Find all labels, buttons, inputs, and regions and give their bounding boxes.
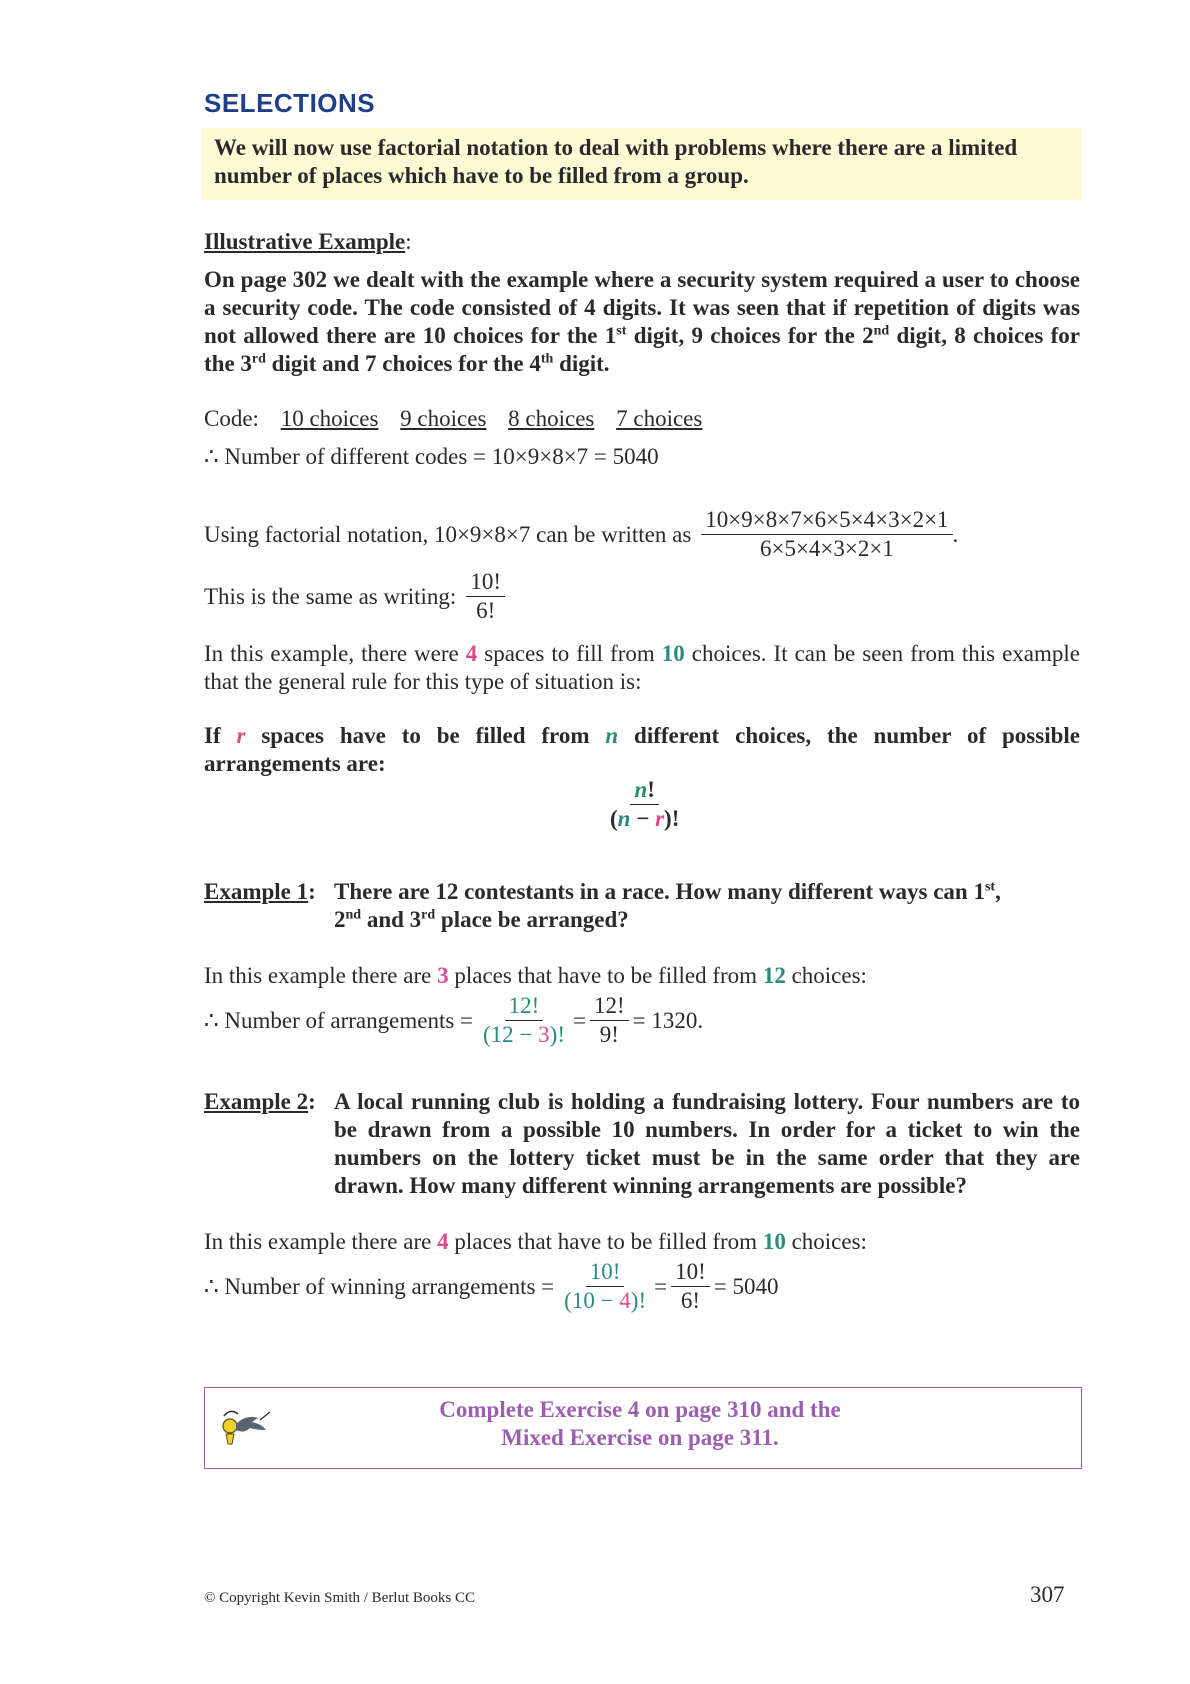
- example1-intro: In this example there are 3 places that have to be filled from 12 choices:: [204, 963, 867, 988]
- example1-question: There are 12 contestants in a race. How many different ways can 1st, 2nd and 3rd place be arranged?: [334, 879, 1001, 932]
- factorial-line: Using factorial notation, 10×9×8×7 can be written as $\frac{10\times 9\times 8\times 7\times 6\times 5\times 4\times 3\times 2\times 1}{6\times 5\times 4\times 3\times 2\times 1}$ .: [204, 507, 959, 561]
- factorial-fraction: $\frac{10\times 9\times 8\times 7\times 6\times 5\times 4\times 3\times 2\times 1}{6\times 5\times 4\times 3\times 2\times 1}$: [701, 506, 952, 563]
- same-text: This is the same as writing:: [204, 583, 457, 609]
- section-heading: SELECTIONS: [204, 88, 376, 118]
- same-fraction: $\frac{10!}{6!}$: [466, 568, 505, 625]
- page-number: 307: [1030, 1582, 1065, 1607]
- code-choice: 9 choices: [400, 406, 487, 431]
- copyright-text: © Copyright Kevin Smith / Berlut Books CC: [204, 1590, 475, 1606]
- example2-intro: In this example there are 4 places that have to be filled from 10 choices:: [204, 1229, 867, 1254]
- code-result: ∴ Number of different codes = 10×9×8×7 = 5040: [204, 444, 659, 469]
- code-choice: 7 choices: [616, 406, 703, 431]
- illustrative-paragraph: On page 302 we dealt with the example where a security system required a user to choose a security code. The code consisted of 4 digits. It was seen that if repetition of digits was not allowed there are 10 choices for the 1st digit, 9 choices for the 2nd digit, 8 choices for the 3rd digit and 7 choices for the 4th digit.: [204, 267, 1080, 376]
- pen-bird-icon: [216, 1404, 272, 1452]
- general-rule: If r spaces have to be filled from n different choices, the number of possible arrangements are:: [204, 723, 1080, 776]
- illustrative-title: Illustrative Example:: [204, 229, 412, 254]
- same-as-line: [204, 568, 505, 625]
- code-line: [204, 405, 702, 433]
- example1-calculation: ∴ Number of arrangements = $\frac{12!}{(12 - 3)!}$ = $\frac{12!}{9!}$ = 1320.: [204, 993, 704, 1047]
- rule-formula: $\frac{n!}{(n - r)!}$: [610, 777, 680, 831]
- code-label: Code:: [204, 406, 259, 431]
- code-choice: 8 choices: [508, 406, 595, 431]
- example2-question: A local running club is holding a fundraising lottery. Four numbers are to be drawn from a possible 10 numbers. In order for a ticket to win the numbers on the lottery ticket must be in the same order that they are drawn. How many different winning arrangements are possible?: [334, 1089, 1080, 1198]
- code-choice: 10 choices: [280, 406, 379, 431]
- rule-intro: In this example, there were 4 spaces to fill from 10 choices. It can be seen from this example that the general rule for this type of situation is:: [204, 641, 1080, 694]
- example1-label: Example 1:: [204, 879, 316, 904]
- factorial-text: Using factorial notation, 10×9×8×7 can be written as: [204, 521, 692, 547]
- example2-calculation: ∴ Number of winning arrangements = $\frac{10!}{(10 - 4)!}$ = $\frac{10!}{6!}$ = 5040: [204, 1259, 779, 1313]
- intro-text: We will now use factorial notation to deal with problems where there are a limited number of places which have to be filled from a group.: [214, 135, 1018, 188]
- example2-label: Example 2:: [204, 1089, 316, 1114]
- exercise-instruction: Complete Exercise 4 on page 310 and the Mixed Exercise on page 311.: [439, 1397, 841, 1450]
